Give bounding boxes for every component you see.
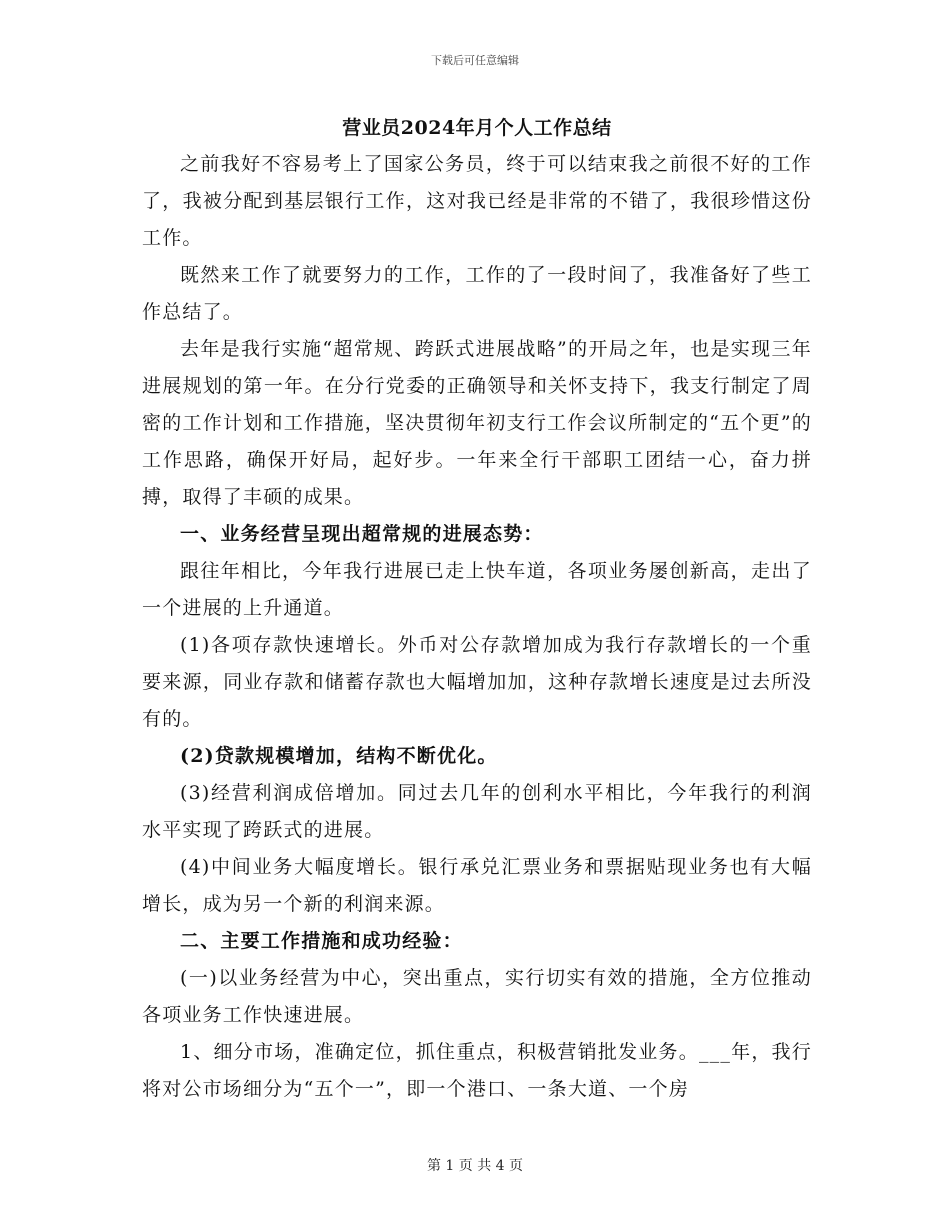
paragraph-list bbox=[142, 146, 812, 1108]
body-paragraph: (4)中间业务大幅度增长。银行承兑汇票业务和票据贴现业务也有大幅增长，成为另一个新的利润来源。 bbox=[142, 856, 812, 915]
section-heading: (2)贷款规模增加，结构不断优化。 bbox=[180, 745, 498, 767]
section-heading: 一、业务经营呈现出超常规的进展态势： bbox=[180, 523, 544, 545]
document-title: 营业员2024年月个人工作总结 bbox=[342, 117, 612, 139]
body-paragraph: 既然来工作了就要努力的工作，工作的了一段时间了，我准备好了些工作总结了。 bbox=[142, 264, 812, 323]
body-paragraph: 1、细分市场，准确定位，抓住重点，积极营销批发业务。___年，我行将对公市场细分为“五个一”，即一个港口、一条大道、一个房 bbox=[142, 1041, 812, 1100]
body-paragraph: (3)经营利润成倍增加。同过去几年的创利水平相比，今年我行的利润水平实现了跨跃式的进展。 bbox=[142, 782, 812, 841]
page-number: 第 1 页 共 4 页 bbox=[426, 1158, 524, 1174]
body-paragraph: 跟往年相比，今年我行进展已走上快车道，各项业务屡创新高，走出了一个进展的上升通道。 bbox=[142, 560, 812, 619]
page-header: 下载后可任意编辑 bbox=[431, 54, 519, 67]
body-paragraph: (一)以业务经营为中心，突出重点，实行切实有效的措施，全方位推动各项业务工作快速进展。 bbox=[142, 967, 812, 1026]
document-body bbox=[142, 110, 812, 1108]
section-heading: 二、主要工作措施和成功经验： bbox=[180, 930, 463, 952]
body-paragraph: (1)各项存款快速增长。外币对公存款增加成为我行存款增长的一个重要来源，同业存款和储蓄存款也大幅增加加，这种存款增长速度是过去所没有的。 bbox=[142, 634, 812, 730]
body-paragraph: 去年是我行实施“超常规、跨跃式进展战略”的开局之年，也是实现三年进展规划的第一年。在分行党委的正确领导和关怀支持下，我支行制定了周密的工作计划和工作措施，坚决贯彻年初支行工作会议所制定的“五个更”的工作思路，确保开好局，起好步。一年来全行干部职工团结一心，奋力拼搏，取得了丰硕的成果。 bbox=[142, 338, 812, 508]
body-paragraph: 之前我好不容易考上了国家公务员，终于可以结束我之前很不好的工作了，我被分配到基层银行工作，这对我已经是非常的不错了，我很珍惜这份工作。 bbox=[142, 153, 812, 249]
